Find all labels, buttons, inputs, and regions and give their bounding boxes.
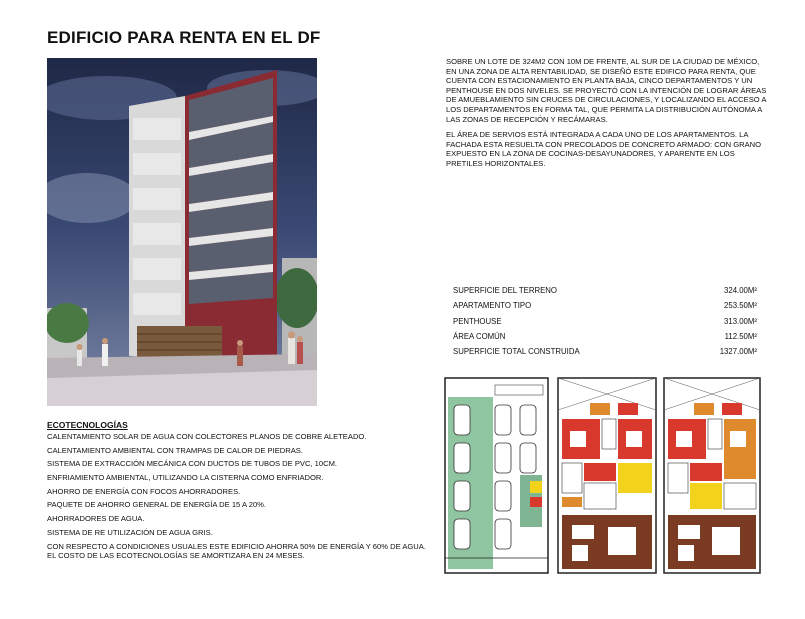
- floor-plan-penthouse: [664, 378, 760, 573]
- eco-item: SISTEMA DE EXTRACCIÓN MECÁNICA CON DUCTOS DE TUBOS DE PVC, 10CM.: [47, 459, 338, 469]
- area-value: 1327.00M²: [719, 347, 757, 357]
- eco-item: SISTEMA DE RE UTILIZACIÓN DE AGUA GRIS.: [47, 527, 213, 537]
- area-row: [453, 314, 757, 329]
- eco-title: ECOTECNOLOGÍAS: [47, 420, 128, 430]
- floor-plan-drawings: [440, 375, 764, 575]
- area-label: ÁREA COMÚN: [453, 332, 506, 342]
- area-label: APARTAMENTO TIPO: [453, 301, 532, 311]
- area-row: [453, 298, 757, 313]
- area-value: 112.50M²: [724, 332, 757, 342]
- area-row: [453, 344, 757, 359]
- eco-item: ENFRIAMIENTO AMBIENTAL, UTILIZANDO LA CISTERNA COMO ENFRIADOR.: [47, 473, 324, 483]
- eco-item: AHORRO DE ENERGÍA CON FOCOS AHORRADORES.: [47, 486, 241, 496]
- eco-item: CALENTAMIENTO SOLAR DE AGUA CON COLECTORES PLANOS DE COBRE ALETEADO.: [47, 432, 367, 441]
- area-value: 313.00M²: [724, 316, 757, 326]
- area-label: PENTHOUSE: [453, 316, 502, 326]
- eco-item: CALENTAMIENTO AMBIENTAL CON TRAMPAS DE CALOR DE PIEDRAS.: [47, 445, 303, 455]
- area-row: [453, 283, 757, 298]
- area-value: 253.50M²: [724, 301, 757, 311]
- eco-item: AHORRADORES DE AGUA.: [47, 514, 145, 524]
- eco-item: CON RESPECTO A CONDICIONES USUALES ESTE EDIFICIO AHORRA 50% DE ENERGÍA Y 60% DE AGUA. EL COSTO DE LAS ECOTECNOLOGÍAS SE AMORTIZARA EN 24 MESES.: [47, 541, 426, 560]
- eco-item: PAQUETE DE AHORRO GENERAL DE ENERGÍA DE 15 A 20%.: [47, 500, 267, 510]
- area-table: [453, 283, 757, 359]
- floor-plan-parking: [445, 378, 548, 573]
- area-row: [453, 329, 757, 344]
- building-rendering: [47, 58, 317, 406]
- page-title: EDIFICIO PARA RENTA EN EL DF: [47, 28, 321, 47]
- description-paragraph: SOBRE UN LOTE DE 324M2 CON 10M DE FRENTE, AL SUR DE LA CIUDAD DE MÉXICO, EN UNA ZONA DE ALTA RENTABILIDAD, SE DISEÑÓ ESTE EDIFICO PARA RENTA, QUE CUENTA CON ESTACIONAMIENTO EN PLANTA BAJA, CINCO DEPARTAMENTOS Y UN PENTHOUSE EN DOS NIVELES. SE PROYECTÓ CON LA INTENCIÓN DE LOGRAR ÁREAS DE AMUEBLAMIENTO SIN CRUCES DE CIRCULACIONES, Y LOCALIZANDO EL ACCESO A LOS DEPARTAMENTOS EN FORMA TAL, QUE PERMITA LA DISTRIBUCIÓN AUTÓNOMA A LAS ZONAS DE RECEPCIÓN Y RECÁMARAS.: [446, 57, 767, 124]
- floor-plan-typical-apartment: [558, 378, 656, 573]
- building-illustration: [47, 58, 317, 406]
- description-paragraph: EL ÁREA DE SERVIOS ESTÁ INTEGRADA A CADA UNO DE LOS APARTAMENTOS. LA FACHADA ESTA RESUELTA CON PRECOLADOS DE CONCRETO ARMADO: CON GRANO EXPUESTO EN LA ZONA DE COCINAS-DESAYUNADORES, Y APARENTE EN LOS PRETILES HORIZONTALES.: [446, 130, 762, 168]
- area-value: 324.00M²: [724, 286, 757, 296]
- floor-plans: [440, 375, 764, 575]
- eco-technologies-section: [47, 420, 427, 564]
- area-label: SUPERFICIE DEL TERRENO: [453, 286, 557, 296]
- project-description: [446, 57, 768, 175]
- area-label: SUPERFICIE TOTAL CONSTRUIDA: [453, 347, 580, 357]
